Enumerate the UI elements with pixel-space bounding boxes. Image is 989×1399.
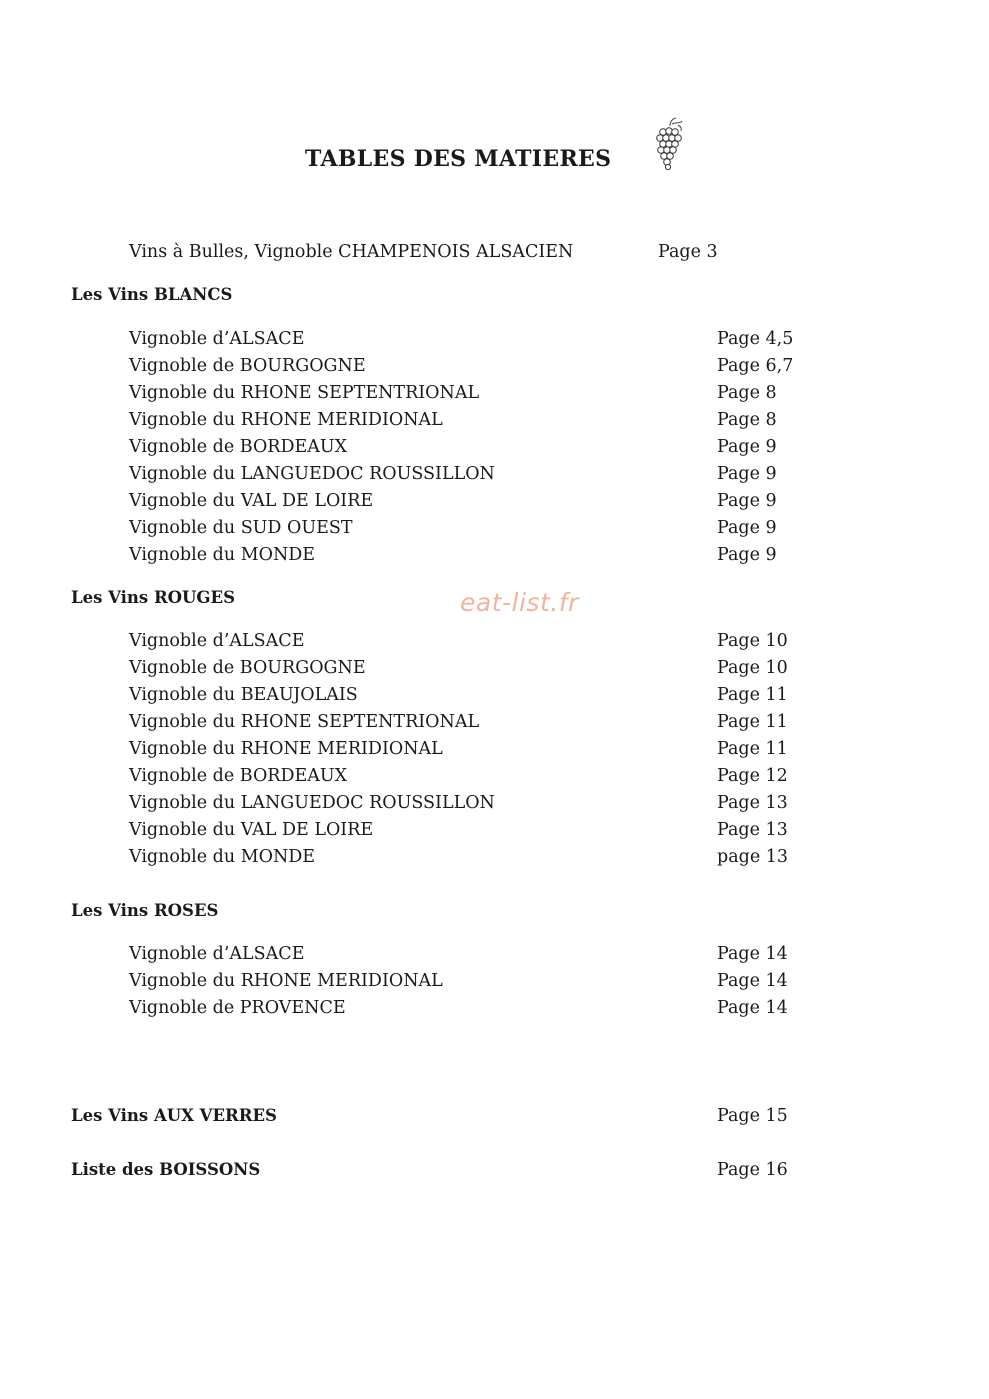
list-item	[129, 543, 829, 567]
list-item	[129, 435, 829, 459]
entry-page: Page 8	[717, 410, 777, 430]
entry-page: Page 13	[717, 820, 788, 840]
entry-page: Page 8	[717, 383, 777, 403]
heading-label: Liste des BOISSONS	[71, 1160, 261, 1179]
entry-page: Page 9	[717, 491, 777, 511]
entry-label: Vignoble du LANGUEDOC ROUSSILLON	[129, 793, 495, 813]
entry-page: Page 10	[717, 658, 788, 678]
entry-label: Vignoble d’ALSACE	[129, 329, 305, 349]
entry-label: Vignoble de BOURGOGNE	[129, 356, 366, 376]
list-item	[129, 764, 829, 788]
entry-page: Page 9	[717, 518, 777, 538]
entry-label: Vignoble du BEAUJOLAIS	[129, 685, 358, 705]
list-item	[129, 656, 829, 680]
entry-page: Page 9	[717, 437, 777, 457]
entry-page: Page 14	[717, 971, 788, 991]
section-heading-rouges: Les Vins ROUGES	[71, 588, 236, 607]
entry-page: Page 11	[717, 685, 788, 705]
entry-page: Page 3	[658, 242, 718, 262]
heading-label: Les Vins AUX VERRES	[71, 1106, 277, 1125]
list-item	[129, 791, 829, 815]
entry-page: Page 4,5	[717, 329, 794, 349]
entry-label: Vignoble du RHONE SEPTENTRIONAL	[129, 712, 480, 732]
entry-label: Vignoble du LANGUEDOC ROUSSILLON	[129, 464, 495, 484]
entry-label: Vignoble d’ALSACE	[129, 944, 305, 964]
entry-label: Vins à Bulles, Vignoble CHAMPENOIS ALSACIEN	[129, 242, 574, 262]
entry-label: Vignoble du VAL DE LOIRE	[129, 820, 374, 840]
entry-label: Vignoble du RHONE MERIDIONAL	[129, 971, 443, 991]
entry-label: Vignoble de BORDEAUX	[129, 437, 348, 457]
grape-bunch-icon	[652, 116, 688, 172]
list-item	[129, 683, 829, 707]
entry-page: Page 9	[717, 545, 777, 565]
entry-page: Page 14	[717, 944, 788, 964]
entry-label: Vignoble du MONDE	[129, 847, 316, 867]
entry-page: Page 16	[717, 1160, 788, 1180]
list-item	[129, 629, 829, 653]
list-item	[129, 737, 829, 761]
entry-page: Page 12	[717, 766, 788, 786]
list-item	[129, 996, 829, 1020]
section-heading-blancs: Les Vins BLANCS	[71, 285, 233, 304]
list-item	[129, 327, 829, 351]
section-heading-boissons	[71, 1158, 831, 1182]
watermark: eat-list.fr	[460, 588, 579, 617]
entry-label: Vignoble du SUD OUEST	[129, 518, 353, 538]
entry-page: Page 15	[717, 1106, 788, 1126]
intro-entry	[129, 240, 749, 264]
section-heading-verres	[71, 1104, 831, 1128]
entry-label: Vignoble du RHONE MERIDIONAL	[129, 410, 443, 430]
list-item	[129, 354, 829, 378]
entry-label: Vignoble du VAL DE LOIRE	[129, 491, 374, 511]
entry-label: Vignoble de BORDEAUX	[129, 766, 348, 786]
entry-page: Page 9	[717, 464, 777, 484]
entry-page: page 13	[717, 847, 789, 867]
entry-page: Page 10	[717, 631, 788, 651]
entry-page: Page 6,7	[717, 356, 794, 376]
list-item	[129, 408, 829, 432]
list-item	[129, 516, 829, 540]
list-item	[129, 942, 829, 966]
list-item	[129, 969, 829, 993]
entry-label: Vignoble du RHONE MERIDIONAL	[129, 739, 443, 759]
list-item	[129, 462, 829, 486]
list-item	[129, 710, 829, 734]
section-heading-roses: Les Vins ROSES	[71, 901, 219, 920]
list-item	[129, 845, 829, 869]
list-item	[129, 818, 829, 842]
entry-label: Vignoble de BOURGOGNE	[129, 658, 366, 678]
entry-label: Vignoble d’ALSACE	[129, 631, 305, 651]
entry-page: Page 14	[717, 998, 788, 1018]
entry-page: Page 11	[717, 712, 788, 732]
entry-label: Vignoble de PROVENCE	[129, 998, 346, 1018]
entry-page: Page 11	[717, 739, 788, 759]
list-item	[129, 381, 829, 405]
page-title: TABLES DES MATIERES	[305, 146, 612, 172]
entry-label: Vignoble du MONDE	[129, 545, 316, 565]
entry-label: Vignoble du RHONE SEPTENTRIONAL	[129, 383, 480, 403]
list-item	[129, 489, 829, 513]
entry-page: Page 13	[717, 793, 788, 813]
